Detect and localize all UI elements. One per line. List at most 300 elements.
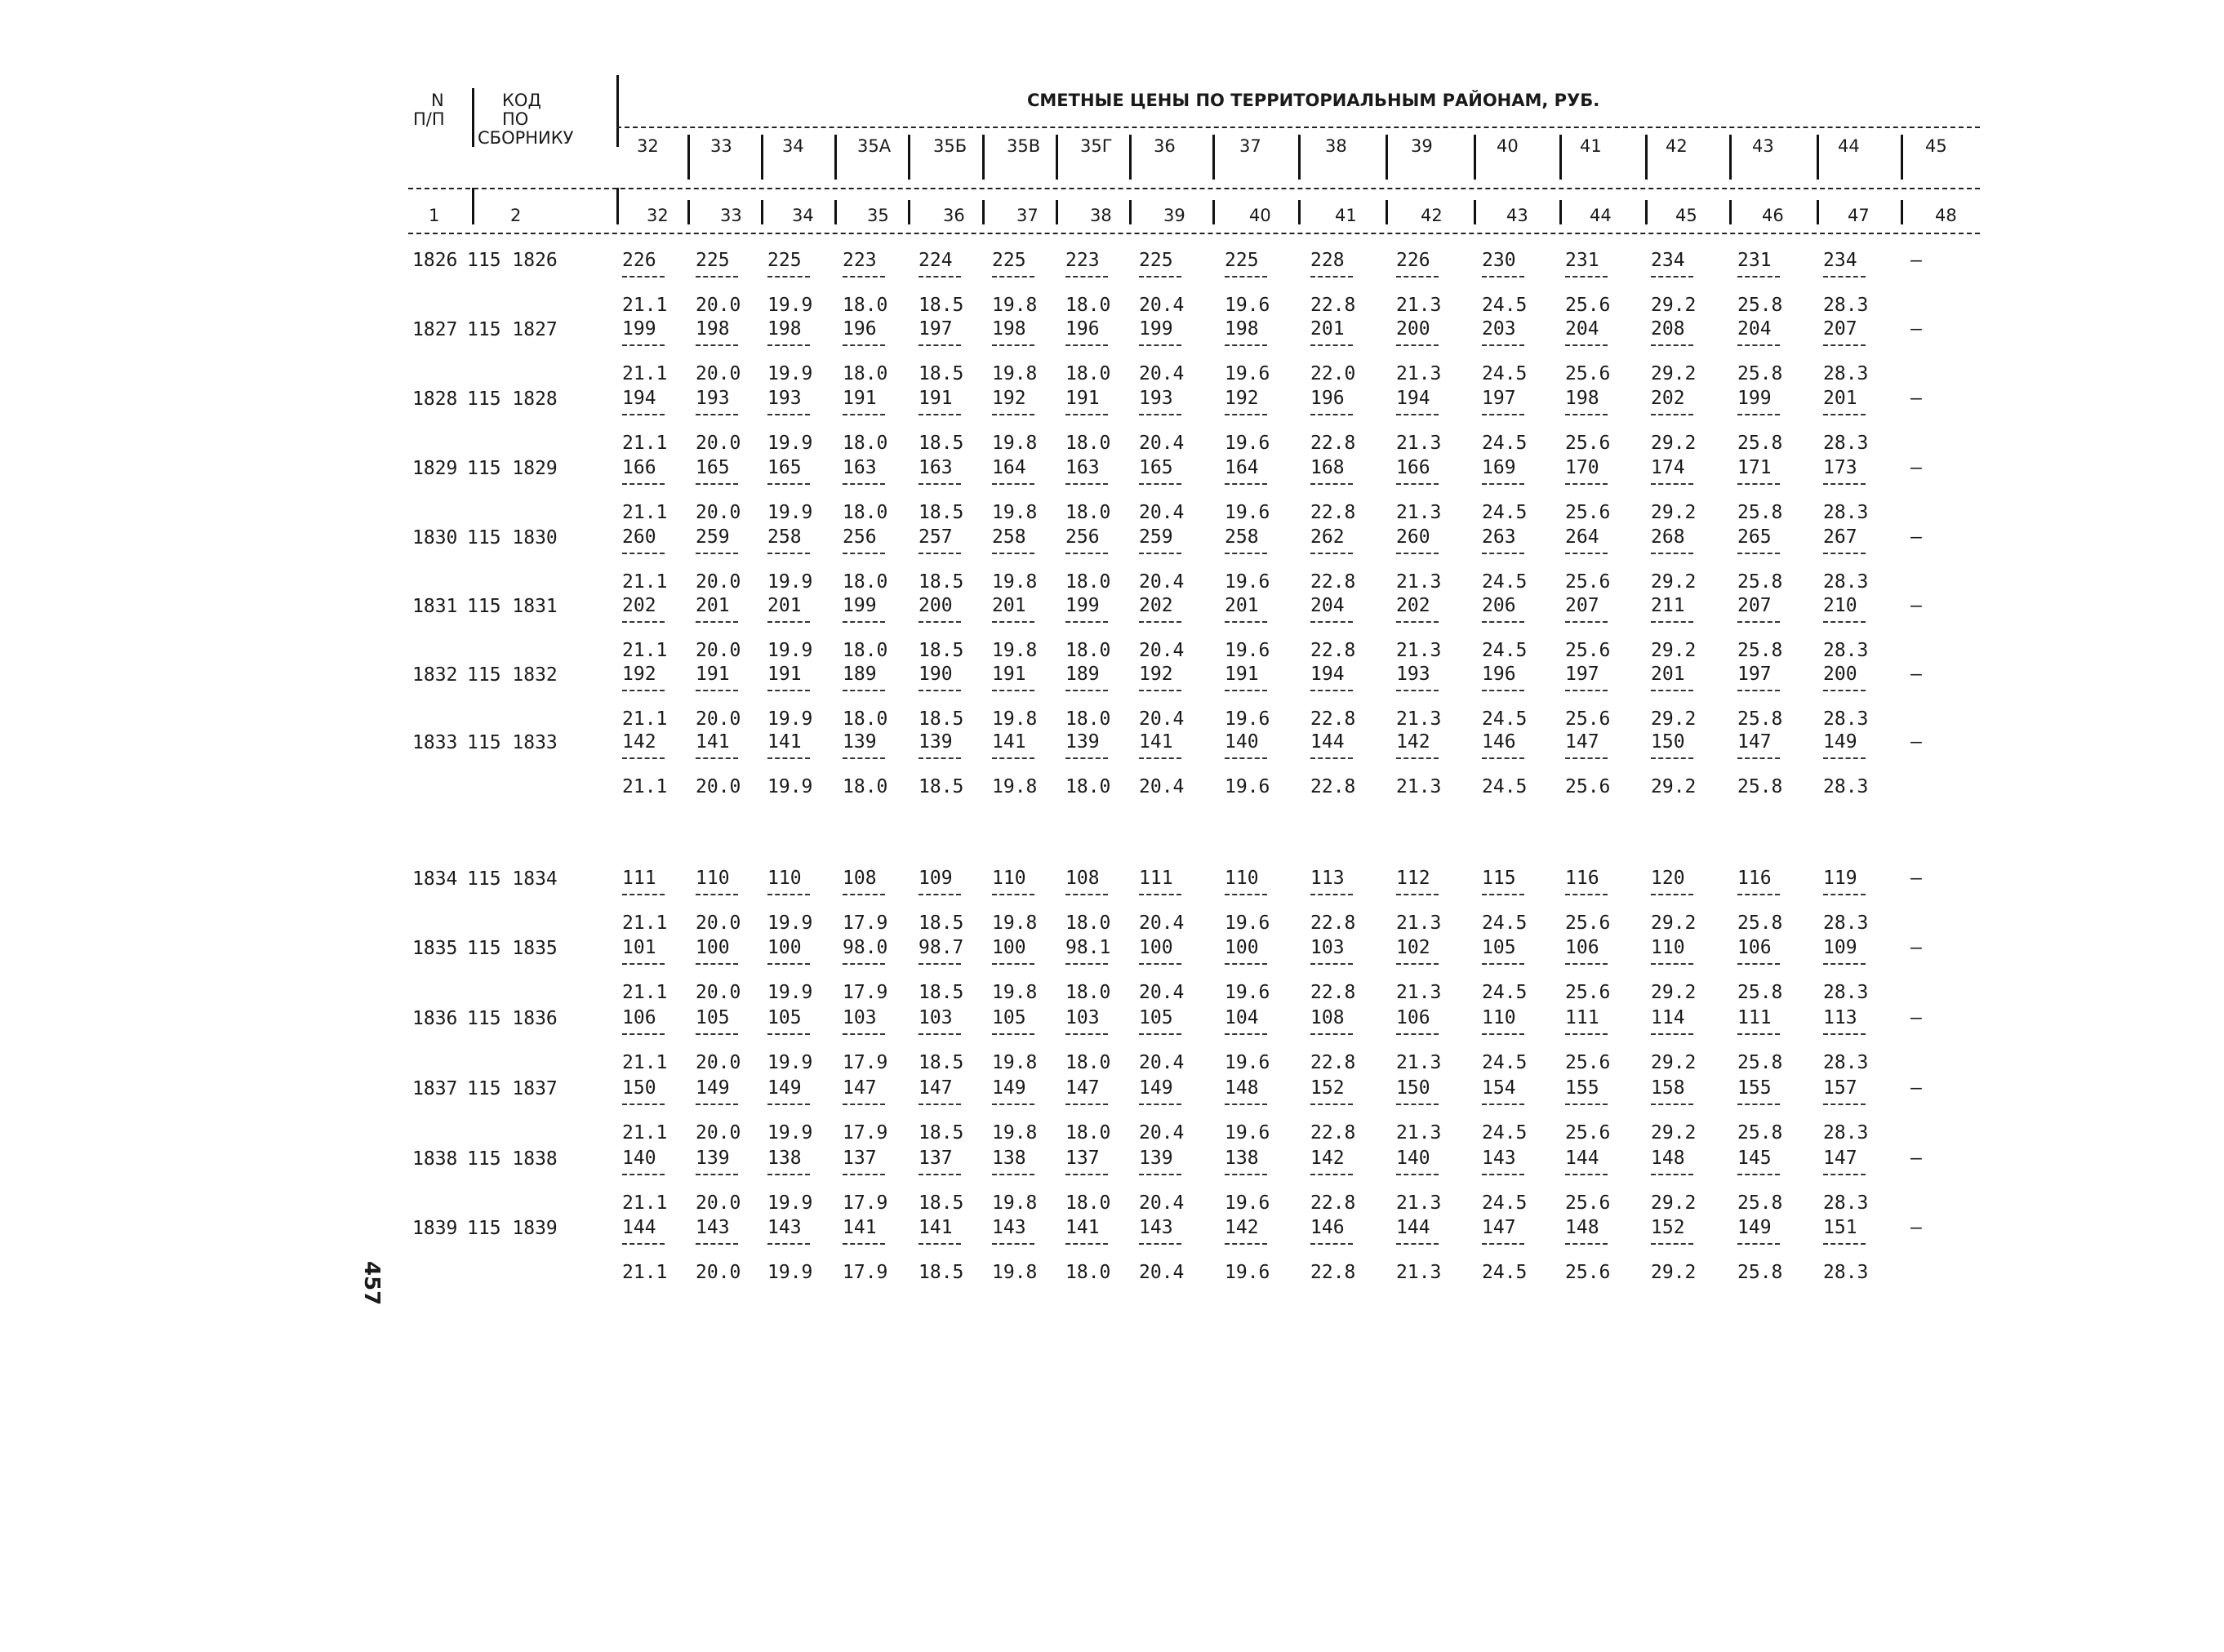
price-value: 98.7: [919, 937, 964, 958]
empty-marker: –: [1910, 1217, 1922, 1238]
price-divider: [1565, 1174, 1608, 1175]
price-divider: [767, 1104, 810, 1105]
district-separator: [1559, 200, 1562, 224]
price-divider: [1565, 553, 1608, 554]
price-divider: [696, 1104, 738, 1105]
district-label: 43: [1752, 136, 1774, 156]
index-value: 20.0: [696, 571, 741, 593]
price-value: 166: [622, 457, 656, 478]
price-value: 258: [767, 526, 802, 548]
price-value: 108: [843, 868, 877, 889]
price-value: 200: [919, 595, 953, 616]
price-divider: [1651, 963, 1693, 965]
price-value: 192: [1139, 664, 1173, 685]
index-value: 19.8: [992, 913, 1038, 934]
index-value: 22.8: [1310, 1052, 1356, 1073]
price-value: 141: [1065, 1217, 1100, 1238]
price-value: 228: [1310, 250, 1345, 271]
price-divider: [1065, 344, 1108, 346]
price-divider: [1225, 894, 1267, 895]
empty-marker: –: [1910, 868, 1922, 889]
row-number: 1831: [412, 596, 458, 617]
district-label: 33: [710, 136, 732, 156]
price-divider: [919, 1104, 961, 1105]
price-divider: [767, 690, 810, 691]
row-code: 115 1826: [467, 250, 558, 271]
index-value: 28.3: [1823, 295, 1869, 316]
price-value: 111: [1139, 868, 1173, 889]
index-value: 25.6: [1565, 913, 1611, 934]
price-value: 223: [843, 250, 877, 271]
district-separator: [1901, 200, 1903, 224]
index-value: 17.9: [843, 982, 888, 1003]
index-value: 20.0: [696, 640, 741, 661]
price-divider: [1651, 757, 1693, 759]
index-value: 21.3: [1396, 1052, 1442, 1073]
price-value: 192: [992, 388, 1026, 409]
index-value: 20.0: [696, 1052, 741, 1073]
price-divider: [1482, 1243, 1524, 1245]
index-value: 25.6: [1565, 1192, 1611, 1214]
index-value: 19.8: [992, 776, 1038, 797]
row-code: 115 1830: [467, 527, 558, 548]
price-divider: [1737, 621, 1780, 623]
price-value: 259: [1139, 526, 1173, 548]
price-value: 202: [1651, 388, 1685, 409]
index-value: 21.1: [622, 982, 668, 1003]
index-value: 20.4: [1139, 433, 1185, 454]
price-divider: [1737, 963, 1780, 965]
index-value: 25.6: [1565, 1052, 1611, 1073]
price-divider: [1225, 621, 1267, 623]
price-value: 234: [1823, 250, 1857, 271]
price-divider: [1737, 344, 1780, 346]
price-divider: [1310, 757, 1353, 759]
index-value: 17.9: [843, 1192, 888, 1214]
district-label: 35В: [1007, 136, 1041, 156]
index-value: 19.8: [992, 1052, 1038, 1073]
empty-marker: –: [1910, 1077, 1922, 1099]
price-value: 100: [696, 937, 730, 958]
index-value: 24.5: [1482, 982, 1528, 1003]
price-divider: [622, 1104, 665, 1105]
index-value: 18.0: [843, 433, 888, 454]
price-divider: [1823, 1243, 1866, 1245]
empty-marker: –: [1910, 526, 1922, 548]
price-value: 265: [1737, 526, 1772, 548]
colnum-label: 45: [1675, 206, 1697, 225]
price-divider: [1737, 1243, 1780, 1245]
price-value: 101: [622, 937, 656, 958]
header-separator: [472, 88, 474, 147]
price-divider: [992, 1104, 1034, 1105]
price-value: 116: [1565, 868, 1599, 889]
district-separator: [834, 135, 837, 180]
row-code: 115 1828: [467, 389, 558, 410]
index-value: 18.0: [843, 363, 888, 384]
price-divider: [1225, 1243, 1267, 1245]
index-value: 18.5: [919, 433, 964, 454]
index-value: 18.5: [919, 913, 964, 934]
price-value: 192: [1225, 388, 1259, 409]
price-divider: [1310, 894, 1353, 895]
price-value: 225: [1139, 250, 1173, 271]
index-value: 20.4: [1139, 640, 1185, 661]
index-value: 18.0: [843, 776, 888, 797]
price-value: 144: [1396, 1217, 1430, 1238]
price-value: 151: [1823, 1217, 1857, 1238]
index-value: 21.1: [622, 295, 668, 316]
price-value: 231: [1737, 250, 1772, 271]
row-number: 1826: [412, 250, 458, 271]
index-value: 25.8: [1737, 571, 1783, 593]
price-divider: [1396, 1243, 1439, 1245]
index-value: 19.8: [992, 1262, 1038, 1283]
district-label: 44: [1838, 136, 1860, 156]
price-divider: [767, 483, 810, 485]
price-value: 106: [1737, 937, 1772, 958]
index-value: 18.0: [1065, 363, 1111, 384]
price-value: 196: [1065, 318, 1100, 340]
price-value: 106: [1396, 1007, 1430, 1028]
price-value: 104: [1225, 1007, 1259, 1028]
index-value: 21.1: [622, 776, 668, 797]
price-value: 144: [1565, 1148, 1599, 1169]
price-divider: [1823, 963, 1866, 965]
index-value: 28.3: [1823, 571, 1869, 593]
colnum-label: 1: [429, 206, 440, 225]
price-divider: [1310, 1104, 1353, 1105]
price-divider: [1482, 483, 1524, 485]
price-divider: [1225, 483, 1267, 485]
colnum-label: 36: [943, 206, 965, 225]
price-value: 157: [1823, 1077, 1857, 1099]
price-value: 198: [767, 318, 802, 340]
price-value: 105: [696, 1007, 730, 1028]
index-value: 21.3: [1396, 1262, 1442, 1283]
price-value: 100: [1225, 937, 1259, 958]
price-value: 111: [1737, 1007, 1772, 1028]
index-value: 29.2: [1651, 1052, 1697, 1073]
price-divider: [1651, 483, 1693, 485]
district-separator: [761, 200, 763, 224]
colnum-label: 40: [1249, 206, 1271, 225]
price-divider: [1565, 414, 1608, 415]
index-value: 28.3: [1823, 1192, 1869, 1214]
index-value: 21.3: [1396, 982, 1442, 1003]
index-value: 20.4: [1139, 295, 1185, 316]
row-code: 115 1835: [467, 938, 558, 959]
price-value: 143: [1482, 1148, 1516, 1169]
price-divider: [767, 553, 810, 554]
price-divider: [1737, 757, 1780, 759]
index-value: 18.0: [1065, 776, 1111, 797]
index-value: 19.6: [1225, 1192, 1270, 1214]
price-divider: [992, 963, 1034, 965]
price-divider: [622, 483, 665, 485]
price-value: 148: [1565, 1217, 1599, 1238]
district-separator: [1474, 200, 1476, 224]
price-divider: [1225, 690, 1267, 691]
row-number: 1839: [412, 1218, 458, 1239]
index-value: 18.0: [1065, 982, 1111, 1003]
index-value: 25.8: [1737, 502, 1783, 523]
index-value: 25.8: [1737, 982, 1783, 1003]
district-label: 35А: [857, 136, 892, 156]
price-value: 206: [1482, 595, 1516, 616]
price-divider: [1565, 963, 1608, 965]
price-value: 103: [919, 1007, 953, 1028]
district-separator: [1056, 200, 1058, 224]
price-divider: [1225, 1174, 1267, 1175]
index-value: 19.6: [1225, 982, 1270, 1003]
price-divider: [992, 757, 1034, 759]
index-value: 21.3: [1396, 433, 1442, 454]
price-value: 204: [1310, 595, 1345, 616]
index-value: 25.8: [1737, 363, 1783, 384]
index-value: 19.6: [1225, 363, 1270, 384]
price-value: 198: [1565, 388, 1599, 409]
header-rule: [408, 233, 1980, 234]
index-value: 29.2: [1651, 433, 1697, 454]
index-value: 21.3: [1396, 913, 1442, 934]
price-divider: [1565, 344, 1608, 346]
header-separator: [616, 75, 619, 147]
index-value: 19.8: [992, 1192, 1038, 1214]
header-separator: [616, 188, 619, 224]
index-value: 25.8: [1737, 708, 1783, 730]
price-value: 163: [1065, 457, 1100, 478]
price-divider: [1310, 1243, 1353, 1245]
price-divider: [1396, 344, 1439, 346]
price-divider: [1565, 276, 1608, 278]
price-value: 142: [1396, 731, 1430, 753]
price-divider: [1396, 757, 1439, 759]
index-value: 20.4: [1139, 708, 1185, 730]
price-divider: [1396, 483, 1439, 485]
price-divider: [1651, 1104, 1693, 1105]
district-separator: [1645, 135, 1648, 180]
index-value: 21.3: [1396, 1192, 1442, 1214]
price-value: 256: [1065, 526, 1100, 548]
price-divider: [1225, 276, 1267, 278]
price-value: 191: [992, 664, 1026, 685]
price-divider: [992, 344, 1034, 346]
price-value: 230: [1482, 250, 1516, 271]
price-value: 196: [1482, 664, 1516, 685]
row-code: 115 1839: [467, 1218, 558, 1239]
price-value: 158: [1651, 1077, 1685, 1099]
row-number: 1835: [412, 938, 458, 959]
price-value: 109: [1823, 937, 1857, 958]
index-value: 28.3: [1823, 1052, 1869, 1073]
price-value: 267: [1823, 526, 1857, 548]
price-value: 223: [1065, 250, 1100, 271]
district-separator: [1817, 200, 1819, 224]
price-divider: [1310, 414, 1353, 415]
price-value: 111: [622, 868, 656, 889]
price-divider: [1737, 414, 1780, 415]
price-value: 169: [1482, 457, 1516, 478]
header-separator: [472, 188, 474, 224]
price-divider: [843, 1033, 885, 1035]
index-value: 19.8: [992, 571, 1038, 593]
index-value: 24.5: [1482, 1052, 1528, 1073]
price-divider: [843, 1243, 885, 1245]
price-divider: [1651, 1033, 1693, 1035]
price-divider: [1139, 553, 1181, 554]
price-divider: [622, 963, 665, 965]
index-value: 22.8: [1310, 1192, 1356, 1214]
price-value: 191: [919, 388, 953, 409]
district-separator: [1386, 200, 1388, 224]
district-label: 38: [1325, 136, 1347, 156]
price-divider: [1310, 276, 1353, 278]
price-value: 139: [1139, 1148, 1173, 1169]
price-value: 137: [843, 1148, 877, 1169]
price-divider: [1651, 1174, 1693, 1175]
district-label: 35Г: [1080, 136, 1113, 156]
price-divider: [1065, 1104, 1108, 1105]
price-value: 163: [919, 457, 953, 478]
price-value: 141: [992, 731, 1026, 753]
index-value: 20.4: [1139, 776, 1185, 797]
price-divider: [992, 621, 1034, 623]
price-value: 201: [1225, 595, 1259, 616]
index-value: 20.0: [696, 1262, 741, 1283]
district-separator: [1298, 200, 1301, 224]
price-divider: [992, 276, 1034, 278]
row-code: 115 1832: [467, 664, 558, 686]
price-divider: [767, 1174, 810, 1175]
price-value: 108: [1065, 868, 1100, 889]
price-divider: [843, 483, 885, 485]
index-value: 19.6: [1225, 571, 1270, 593]
colnum-label: 47: [1848, 206, 1870, 225]
index-value: 28.3: [1823, 913, 1869, 934]
price-divider: [1225, 757, 1267, 759]
header-rule: [616, 127, 1980, 128]
price-value: 143: [992, 1217, 1026, 1238]
price-divider: [992, 414, 1034, 415]
index-value: 21.1: [622, 640, 668, 661]
price-value: 168: [1310, 457, 1345, 478]
price-divider: [1139, 483, 1181, 485]
price-divider: [767, 344, 810, 346]
price-divider: [1225, 414, 1267, 415]
price-divider: [843, 894, 885, 895]
price-divider: [1737, 1174, 1780, 1175]
price-value: 140: [1396, 1148, 1430, 1169]
district-label: 37: [1239, 136, 1261, 156]
price-divider: [843, 690, 885, 691]
price-value: 263: [1482, 526, 1516, 548]
index-value: 19.8: [992, 502, 1038, 523]
price-divider: [696, 757, 738, 759]
price-divider: [1396, 1104, 1439, 1105]
price-value: 116: [1737, 868, 1772, 889]
price-value: 139: [696, 1148, 730, 1169]
price-divider: [1139, 894, 1181, 895]
price-divider: [1482, 344, 1524, 346]
price-divider: [1482, 963, 1524, 965]
index-value: 18.0: [1065, 433, 1111, 454]
price-divider: [1482, 1174, 1524, 1175]
price-divider: [1651, 276, 1693, 278]
index-value: 18.5: [919, 1122, 964, 1144]
price-value: 204: [1737, 318, 1772, 340]
index-value: 18.0: [1065, 913, 1111, 934]
price-divider: [622, 414, 665, 415]
price-divider: [919, 483, 961, 485]
row-number: 1837: [412, 1078, 458, 1099]
price-value: 198: [992, 318, 1026, 340]
price-divider: [1310, 963, 1353, 965]
price-divider: [843, 1174, 885, 1175]
price-divider: [1396, 1174, 1439, 1175]
price-value: 174: [1651, 457, 1685, 478]
index-value: 28.3: [1823, 708, 1869, 730]
index-value: 22.8: [1310, 982, 1356, 1003]
price-value: 150: [622, 1077, 656, 1099]
district-separator: [982, 135, 985, 180]
price-value: 147: [1823, 1148, 1857, 1169]
index-value: 25.6: [1565, 433, 1611, 454]
district-separator: [1212, 200, 1215, 224]
index-value: 19.9: [767, 1052, 813, 1073]
index-value: 22.8: [1310, 913, 1356, 934]
price-value: 155: [1565, 1077, 1599, 1099]
index-value: 17.9: [843, 1122, 888, 1144]
price-value: 194: [1310, 664, 1345, 685]
colnum-label: 32: [647, 206, 669, 225]
price-divider: [1482, 276, 1524, 278]
index-value: 19.6: [1225, 502, 1270, 523]
price-value: 144: [1310, 731, 1345, 753]
price-divider: [696, 344, 738, 346]
price-value: 171: [1737, 457, 1772, 478]
district-separator: [982, 200, 985, 224]
index-value: 29.2: [1651, 502, 1697, 523]
price-value: 164: [1225, 457, 1259, 478]
header-kod: КОД: [502, 91, 541, 110]
index-value: 21.1: [622, 1192, 668, 1214]
index-value: 22.8: [1310, 433, 1356, 454]
price-divider: [1396, 276, 1439, 278]
index-value: 21.3: [1396, 363, 1442, 384]
colnum-label: 37: [1016, 206, 1039, 225]
price-value: 103: [1310, 937, 1345, 958]
index-value: 22.8: [1310, 1122, 1356, 1144]
index-value: 19.9: [767, 571, 813, 593]
index-value: 29.2: [1651, 776, 1697, 797]
price-value: 165: [1139, 457, 1173, 478]
price-divider: [1310, 483, 1353, 485]
price-value: 114: [1651, 1007, 1685, 1028]
index-value: 18.5: [919, 708, 964, 730]
price-value: 106: [622, 1007, 656, 1028]
index-value: 24.5: [1482, 1122, 1528, 1144]
index-value: 22.8: [1310, 1262, 1356, 1283]
price-divider: [1823, 553, 1866, 554]
index-value: 25.8: [1737, 640, 1783, 661]
price-value: 201: [1310, 318, 1345, 340]
index-value: 19.6: [1225, 1122, 1270, 1144]
price-divider: [622, 553, 665, 554]
district-separator: [1901, 135, 1903, 180]
price-value: 173: [1823, 457, 1857, 478]
price-value: 149: [1737, 1217, 1772, 1238]
